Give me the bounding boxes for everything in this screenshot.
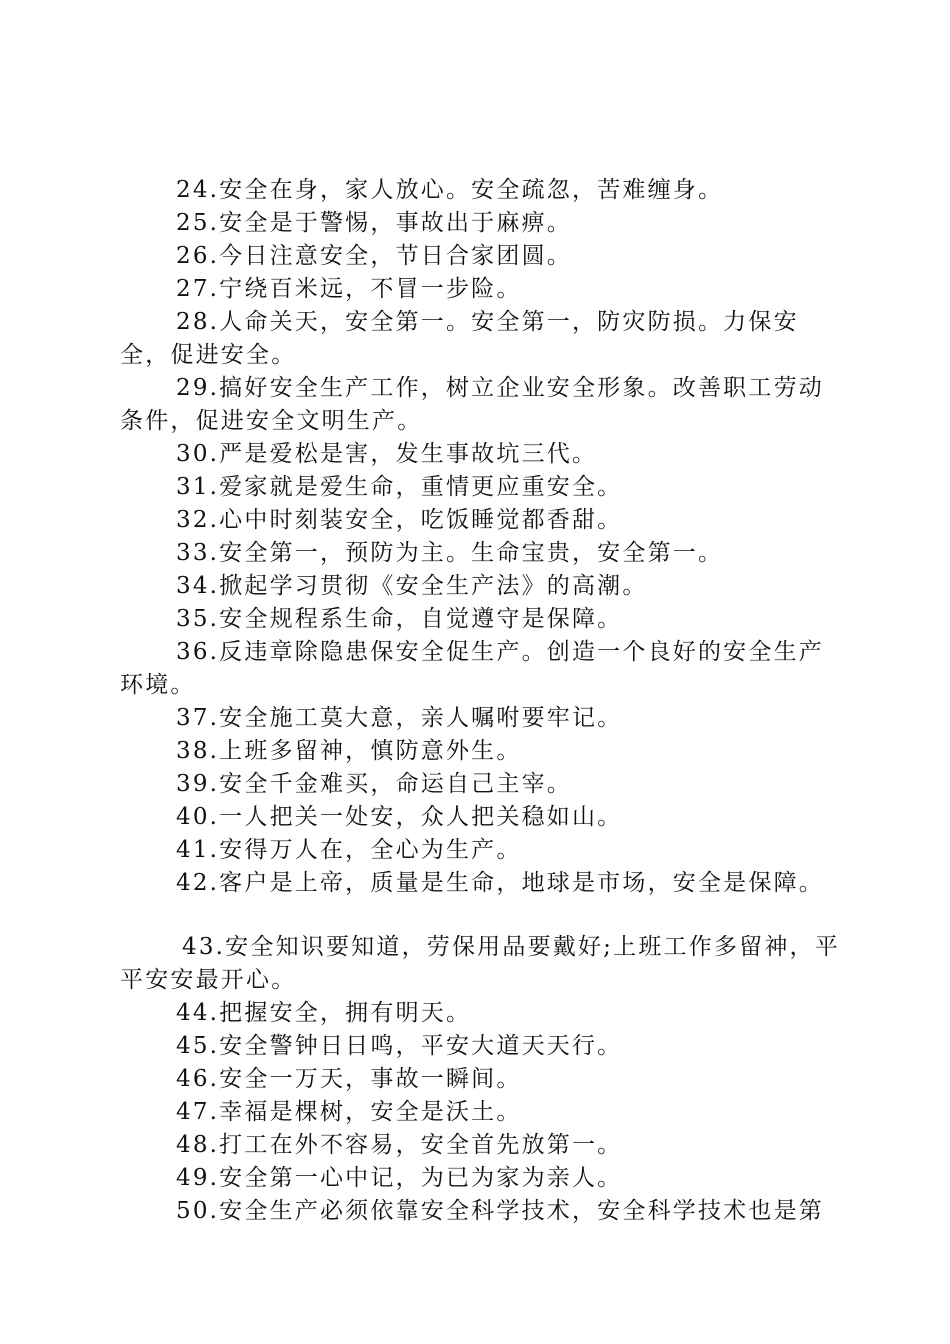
list-item: 40.一人把关一处安，众人把关稳如山。 xyxy=(176,804,623,830)
list-item: 45.安全警钟日日鸣，平安大道天天行。 xyxy=(176,1033,623,1059)
list-item: 48.打工在外不容易，安全首先放第一。 xyxy=(176,1132,623,1158)
list-item: 28.人命关天，安全第一。安全第一，防灾防损。力保安全，促进安全。 xyxy=(120,309,799,368)
list-item: 26.今日注意安全，节日合家团圆。 xyxy=(176,243,572,269)
document-body xyxy=(120,174,840,1228)
list-item: 33.安全第一，预防为主。生命宝贵，安全第一。 xyxy=(176,540,724,566)
list-item: 36.反违章除隐患保安全促生产。创造一个良好的安全生产环境。 xyxy=(120,639,824,698)
list-item: 34.掀起学习贯彻《安全生产法》的高潮。 xyxy=(176,573,648,599)
list-item: 37.安全施工莫大意，亲人嘱咐要牢记。 xyxy=(176,705,623,731)
list-item: 29.搞好安全生产工作，树立企业安全形象。改善职工劳动条件，促进安全文明生产。 xyxy=(120,375,824,434)
list-item: 24.安全在身，家人放心。安全疏忽，苦难缠身。 xyxy=(176,177,724,203)
list-item: 42.客户是上帝，质量是生命，地球是市场，安全是保障。 xyxy=(176,870,824,896)
list-item: 35.安全规程系生命，自觉遵守是保障。 xyxy=(176,606,623,632)
list-item: 41.安得万人在，全心为生产。 xyxy=(176,837,522,863)
list-item: 39.安全千金难买，命运自己主宰。 xyxy=(176,771,572,797)
list-item: 46.安全一万天，事故一瞬间。 xyxy=(176,1066,522,1092)
list-item: 27.宁绕百米远，不冒一步险。 xyxy=(176,276,522,302)
list-item: 32.心中时刻装安全，吃饭睡觉都香甜。 xyxy=(176,507,623,533)
list-item: 44.把握安全，拥有明天。 xyxy=(176,1000,472,1026)
list-item: 43.安全知识要知道，劳保用品要戴好;上班工作多留神，平平安安最开心。 xyxy=(120,934,840,993)
list-item: 47.幸福是棵树，安全是沃土。 xyxy=(176,1099,522,1125)
list-item: 38.上班多留神，慎防意外生。 xyxy=(176,738,522,764)
list-item: 30.严是爱松是害，发生事故坑三代。 xyxy=(176,441,598,467)
list-item: 50.安全生产必须依靠安全科学技术，安全科学技术也是第 xyxy=(176,1198,824,1224)
list-item: 49.安全第一心中记，为已为家为亲人。 xyxy=(176,1165,623,1191)
list-item: 25.安全是于警惕，事故出于麻痹。 xyxy=(176,210,572,236)
list-item: 31.爱家就是爱生命，重情更应重安全。 xyxy=(176,474,623,500)
